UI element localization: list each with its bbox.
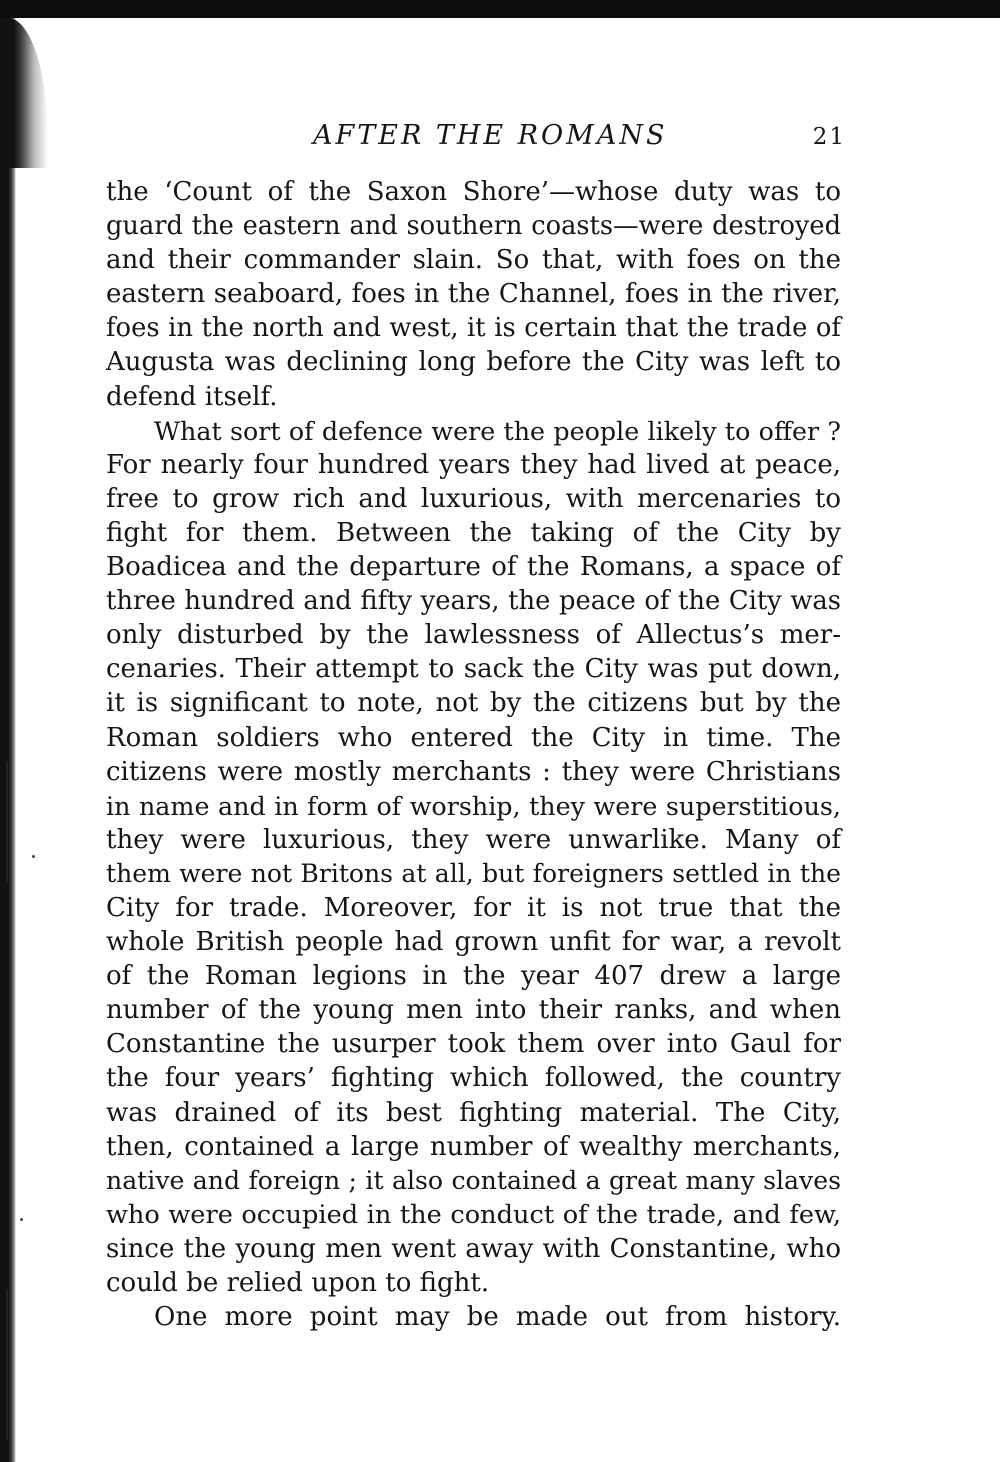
text-line: One more point may be made out from history. [154,1302,841,1333]
text-line: guard the eastern and southern coasts—were destroyed [106,211,841,242]
page-number: 21 [812,124,846,150]
text-line: the ‘Count of the Saxon Shore’—whose duty was to [106,177,841,207]
text-line: they were luxurious, they were unwarlike. Many of [106,824,841,855]
text-line: three hundred and fifty years, the peace of the City was [106,586,841,617]
text-line: was drained of its best fighting material. The City, [106,1097,841,1128]
running-head [106,120,846,160]
running-title: AFTER THE ROMANS [313,120,668,151]
text-line: eastern seaboard, foes in the Channel, foes in the river, [106,279,841,310]
margin-mark [6,1290,8,1440]
paragraph [106,414,841,1300]
text-line: could be relied upon to fight. [106,1268,490,1298]
paragraph [106,175,841,414]
text-line: in name and in form of worship, they were superstitious, [106,790,841,821]
text-line: Boadicea and the departure of the Romans, a space of [106,552,841,583]
text-line: For nearly four hundred years they had lived at peace, [106,449,841,480]
text-line: What sort of defence were the people likely to offer ? [154,415,841,446]
paragraph [106,1300,841,1334]
scan-speck [32,855,35,858]
text-line: since the young men went away with Constantine, who [106,1233,841,1264]
text-line: foes in the north and west, it is certain that the trade of [106,313,841,344]
margin-mark [6,762,8,882]
text-line: Augusta was declining long before the City was left to [106,347,841,378]
text-line: defend itself. [106,381,278,412]
scan-speck [20,1218,23,1221]
text-line: the four years’ fighting which followed, the country [106,1063,841,1094]
text-line: and their commander slain. So that, with foes on the [106,245,841,276]
text-line: native and foreign ; it also contained a great many slaves [106,1165,841,1195]
text-line: only disturbed by the lawlessness of Allectus’s mer- [106,620,841,651]
text-line: it is significant to note, not by the citizens but by the [106,688,841,719]
text-line: then, contained a large number of wealthy merchants, [106,1131,841,1162]
text-line: cenaries. Their attempt to sack the City was put down, [106,654,841,685]
text-line: who were occupied in the conduct of the trade, and few, [106,1199,841,1230]
text-line: fight for them. Between the taking of the City by [106,517,841,548]
text-line: free to grow rich and luxurious, with mercenaries to [106,483,841,514]
text-line: number of the young men into their ranks, and when [106,995,841,1026]
text-line: whole British people had grown unfit for war, a revolt [106,927,841,958]
text-line: Constantine the usurper took them over into Gaul for [106,1029,841,1060]
scan-left-curl [0,18,48,168]
text-line: them were not Britons at all, but foreigners settled in the [106,858,841,888]
text-line: City for trade. Moreover, for it is not true that the [106,892,841,923]
body-text [106,175,841,1334]
scan-top-edge [0,0,1000,18]
text-line: citizens were mostly merchants : they were Christians [106,756,841,787]
text-line: of the Roman legions in the year 407 drew a large [106,961,841,992]
scan-left-edge [0,18,16,1462]
text-line: Roman soldiers who entered the City in time. The [106,722,841,753]
